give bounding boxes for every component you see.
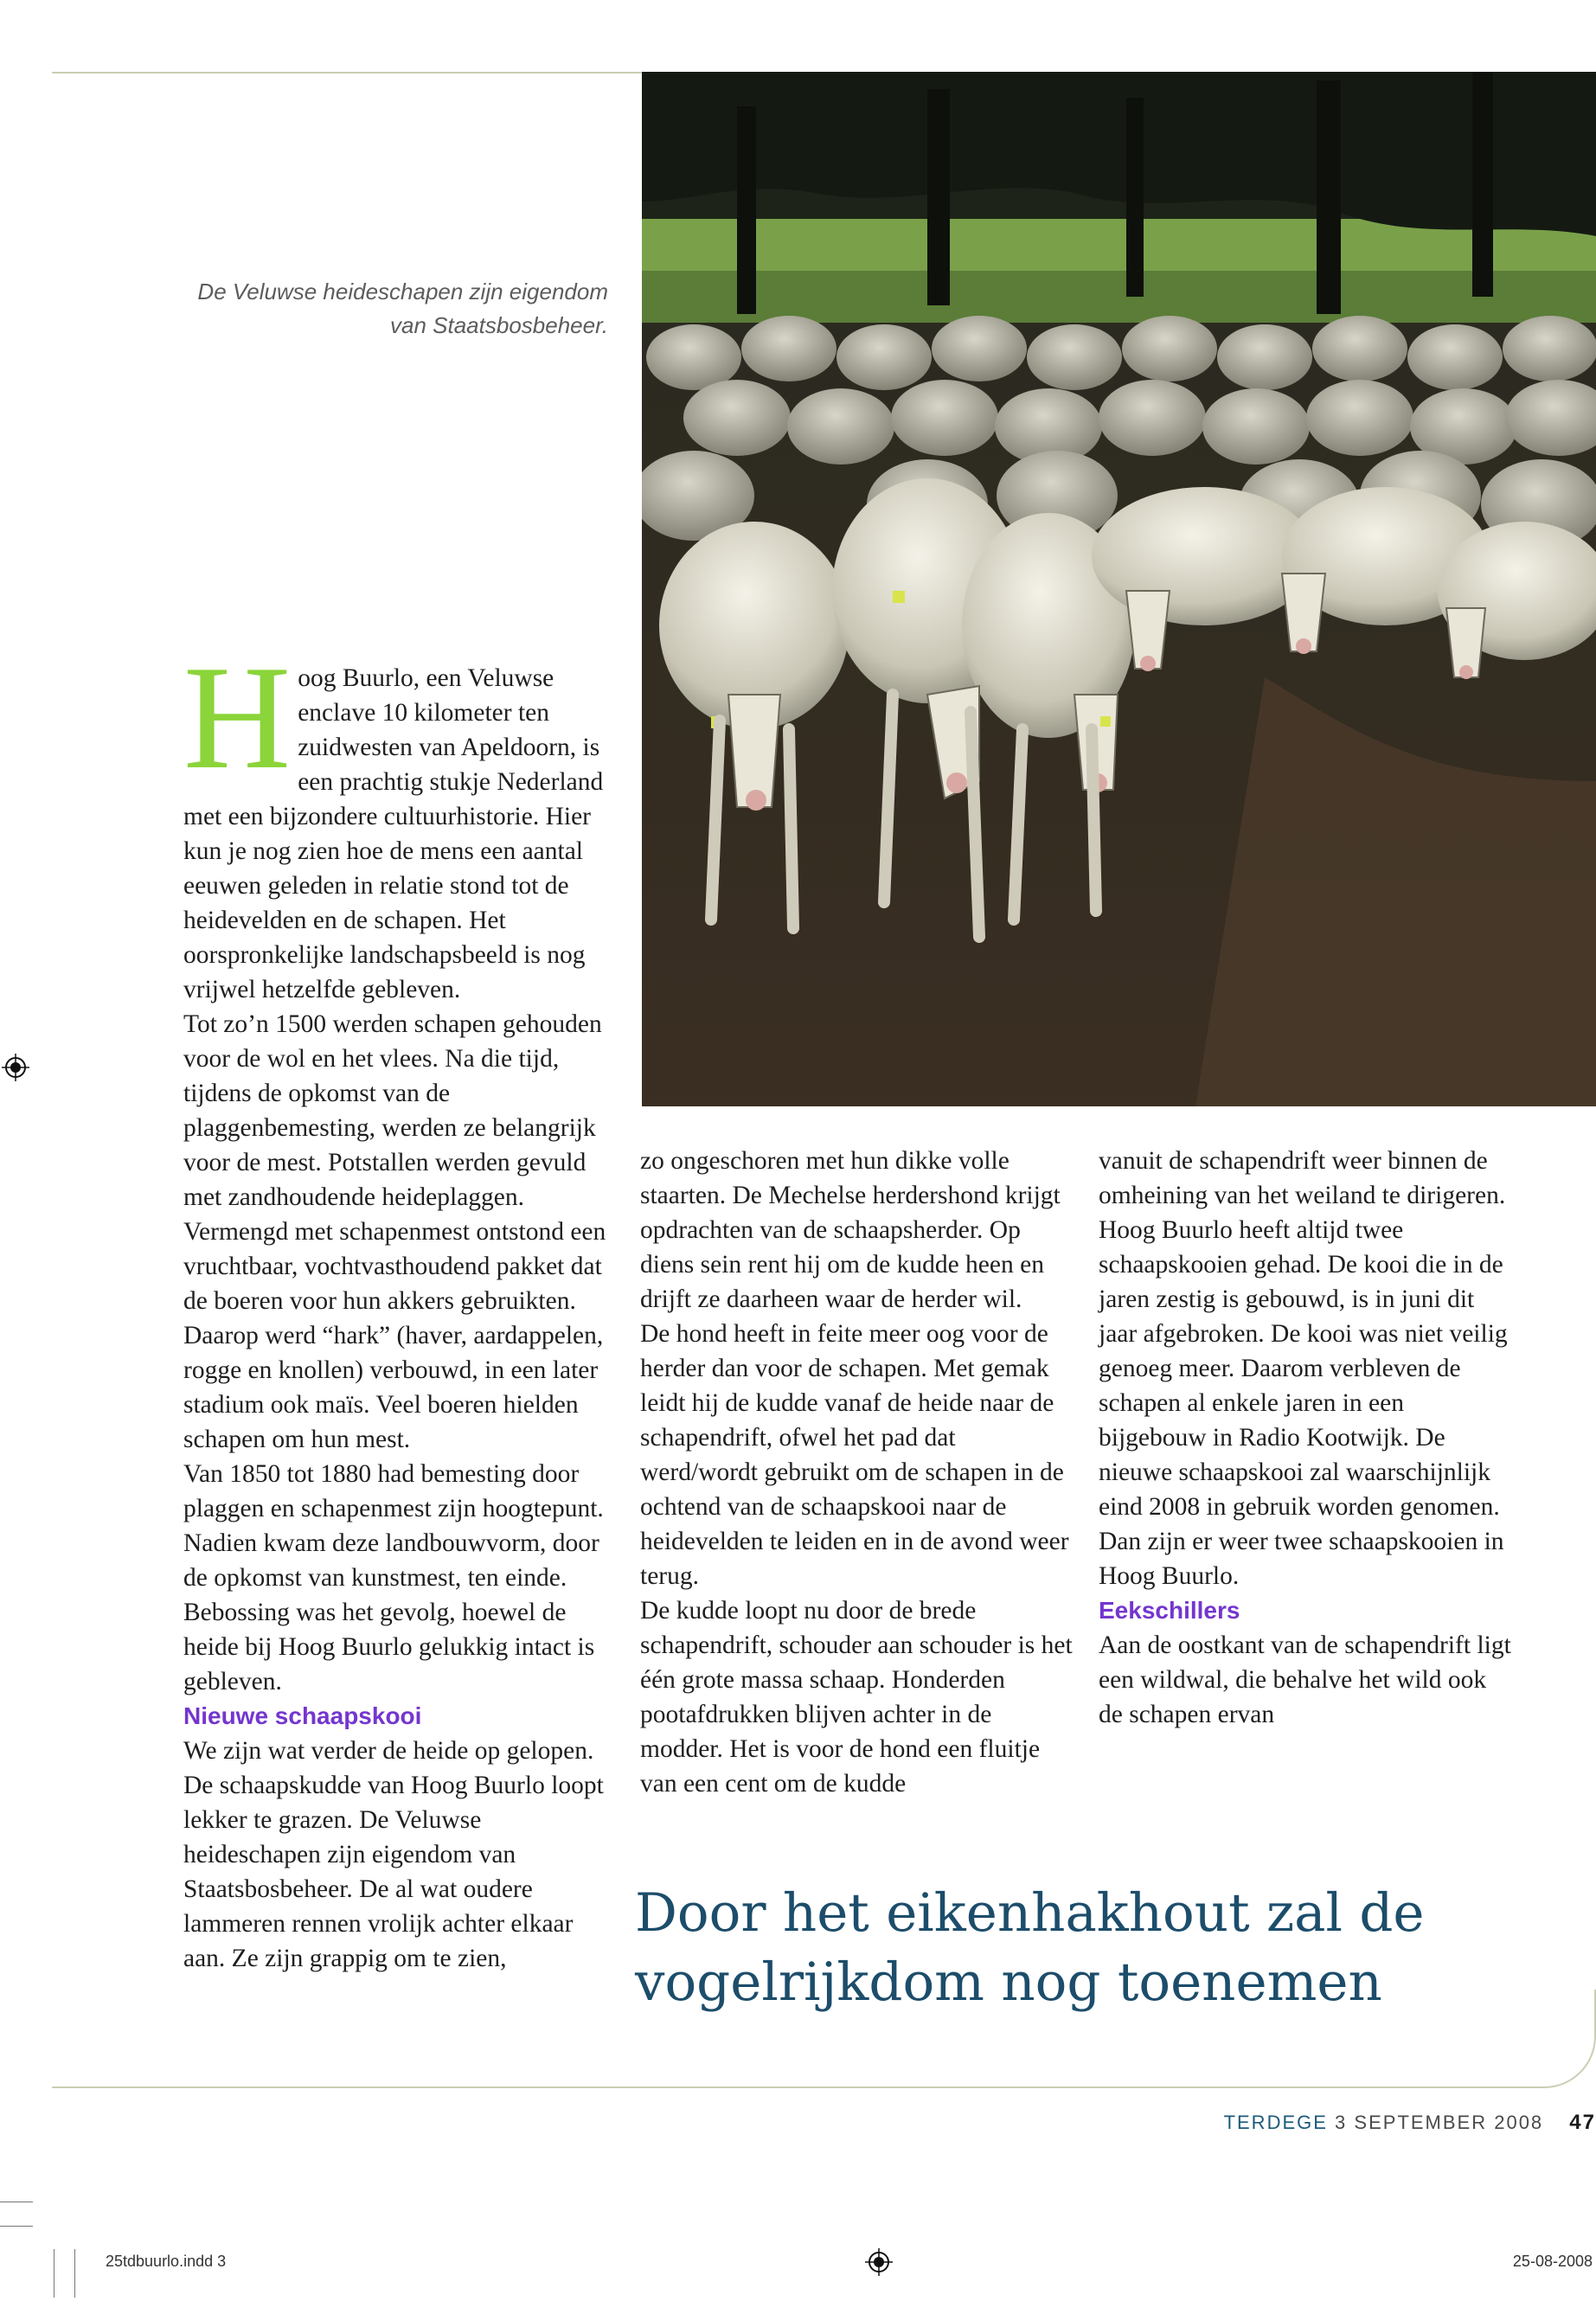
article-column-1	[183, 636, 614, 1976]
paragraph: We zijn wat verder de heide op gelopen. De schaapskudde van Hoog Buurlo loopt lekker te grazen. De Veluwse heideschapen zijn eigendom van Staatsbosbeheer. De al wat oudere lammeren rennen vrolijk achter elkaar aan. Ze zijn grappig om te zien,	[183, 1737, 604, 1972]
subheading-eekschillers: Eekschillers	[1099, 1597, 1240, 1624]
slug-filename: 25tdbuurlo.indd 3	[106, 2253, 227, 2270]
article-column-2	[640, 1144, 1073, 1801]
slug-date: 25-08-2008	[1512, 2253, 1593, 2270]
paragraph: vanuit de schapendrift weer binnen de omheining van het weiland te dirigeren.	[1099, 1147, 1506, 1209]
paragraph: Tot zo’n 1500 werden schapen gehouden voor de wol en het vlees. Na die tijd, tijdens de opkomst van de plaggenbemesting, werden ze belangrijk voor de mest. Potstallen werden gevuld met zandhoudende heideplaggen. Vermengd met schapenmest ontstond een vruchtbaar, vochtvasthoudend pakket dat de boeren voor hun akkers gebruikten. Daarop werd “hark” (haver, aardappelen, rogge en knollen) verbouwd, in een later stadium ook maïs. Veel boeren hielden schapen om hun mest.	[183, 1010, 606, 1453]
paragraph: Van 1850 tot 1880 had bemesting door plaggen en schapenmest zijn hoogtepunt. Nadien kwam deze landbouwvorm, door de opkomst van kunstmest, ten einde. Bebossing was het gevolg, hoewel de heide bij Hoog Buurlo gelukkig intact is gebleven.	[183, 1460, 604, 1695]
paragraph: De hond heeft in feite meer oog voor de herder dan voor de schapen. Met gemak leidt hij de kudde vanaf de heide naar de schapendrift, ofwel het pad dat werd/wordt gebruikt om de schapen in de ochtend van de schaapskooi naar de heidevelden te leiden en in de avond weer terug.	[640, 1320, 1069, 1590]
issue-number: 3	[1335, 2112, 1348, 2133]
bottom-rule	[52, 2086, 1505, 2088]
caption-line-2: van Staatsbosbeheer.	[390, 312, 608, 338]
crop-mark	[0, 2226, 33, 2227]
page-footer	[1224, 2111, 1596, 2135]
publication-name: TERDEGE	[1223, 2112, 1328, 2133]
intro-text: oog Buurlo, een Veluwse enclave 10 kilometer ten zuidwesten van Apeldoorn, is een prachtig stukje Nederland met een bijzondere cultuurhistorie. Hier kun je nog zien hoe de mens een aantal eeuwen geleden in relatie stond tot de heidevelden en de schapen. Het oorspronkelijke landschapsbeeld is nog vrijwel hetzelfde gebleven.	[183, 664, 604, 1003]
article-column-3	[1099, 1144, 1514, 1732]
page-number: 47	[1569, 2111, 1596, 2134]
registration-mark-icon	[865, 2248, 893, 2276]
pull-quote	[635, 1879, 1500, 2017]
intro-paragraph	[183, 636, 614, 1007]
photo-caption	[169, 275, 608, 343]
bottom-corner-rule	[1505, 1990, 1596, 2088]
pull-quote-line-1: Door het eikenhakhout zal de	[635, 1882, 1425, 1944]
sheep-flock-photo	[642, 72, 1596, 1106]
subheading-nieuwe-schaapskooi: Nieuwe schaapskooi	[183, 1702, 422, 1729]
caption-line-1: De Veluwse heideschapen zijn eigendom	[197, 279, 608, 304]
paragraph: De kudde loopt nu door de brede schapendrift, schouder aan schouder is het één grote massa schaap. Honderden pootafdrukken blijven achter in de modder. Het is voor de hond een fluitje van een cent om de kudde	[640, 1597, 1073, 1798]
pull-quote-line-2: vogelrijkdom nog toenemen	[635, 1952, 1382, 2013]
paragraph: zo ongeschoren met hun dikke volle staarten. De Mechelse herdershond krijgt opdrachten van de schaapsherder. Op diens sein rent hij om de kudde heen en drijft ze daarheen waar de herder wil.	[640, 1147, 1061, 1313]
issue-date: SEPTEMBER 2008	[1354, 2112, 1544, 2133]
paragraph: Aan de oostkant van de schapendrift ligt een wildwal, die behalve het wild ook de schapen ervan	[1099, 1631, 1511, 1728]
drop-cap: H	[183, 636, 292, 800]
registration-mark-icon	[2, 1054, 29, 1081]
paragraph: Hoog Buurlo heeft altijd twee schaapskooien gehad. De kooi die in de jaren zestig is gebouwd, is in juni dit jaar afgebroken. De kooi was niet veilig genoeg meer. Daarom verbleven de schapen al enkele jaren in een bijgebouw in Radio Kootwijk. De nieuwe schaapskooi zal waarschijnlijk eind 2008 in gebruik worden genomen. Dan zijn er weer twee schaapskooien in Hoog Buurlo.	[1099, 1216, 1508, 1590]
crop-mark	[74, 2249, 75, 2298]
